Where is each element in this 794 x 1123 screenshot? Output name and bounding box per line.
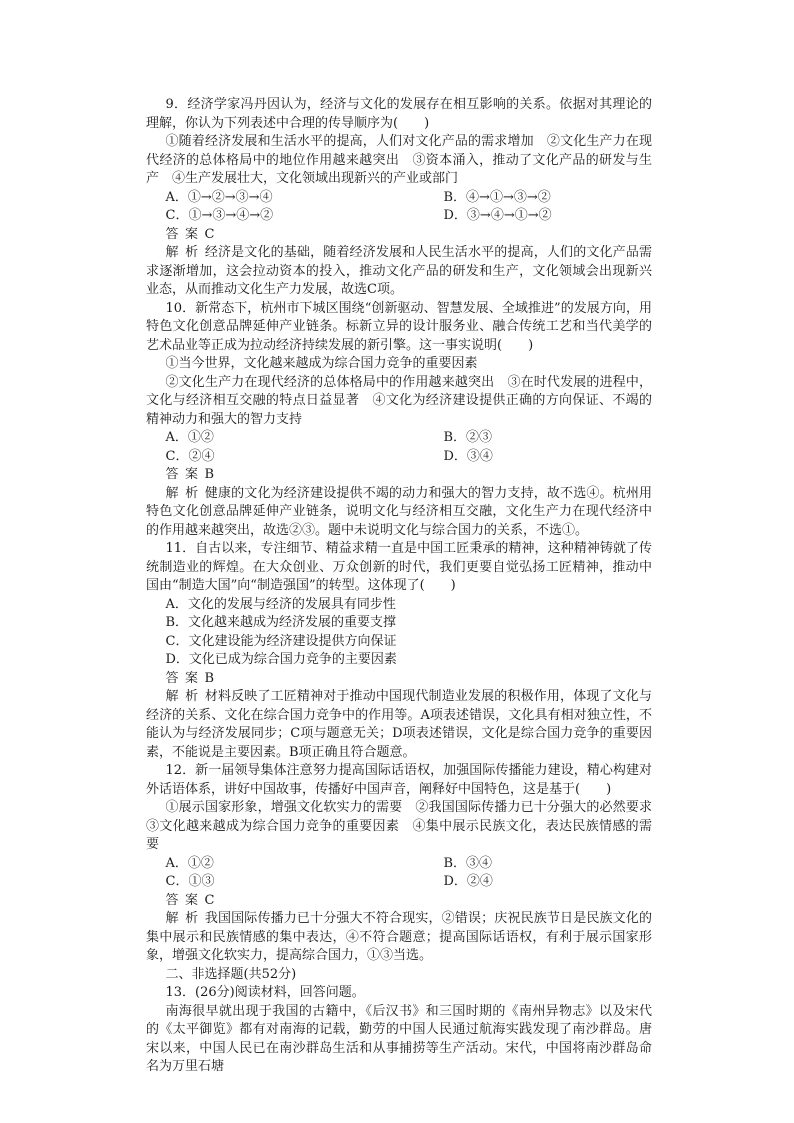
- q11-answer-value: B: [204, 670, 215, 686]
- q13-stem: 13．(26分)阅读材料，回答问题。: [165, 985, 365, 1000]
- q12-option-a: A．①②: [165, 855, 214, 871]
- q9-options-row2: [146, 207, 652, 226]
- q9-stem: 9．经济学家冯丹因认为，经济与文化的发展存在相互影响的关系。依据对其理论的理解，你认为下列表述中合理的传导顺序为( ): [146, 97, 652, 131]
- document-page: [146, 96, 666, 1077]
- q11-stem: 11．自古以来，专注细节、精益求精一直是中国工匠秉承的精神，这种精神铸就了传统制造业的辉煌。在大众创业、万众创新的时代，我们更要自觉弘扬工匠精神，推动中国由“制造大国”向“制造强国”的转型。这体现了( ): [146, 541, 652, 593]
- q10-option-c: C．②④: [165, 448, 215, 464]
- q11-option-c: C．文化建设能为经济建设提供方向保证: [165, 633, 397, 649]
- q12-analysis-text: 我国国际传播力已十分强大不符合现实，②错误；庆祝民族节日是民族文化的集中展示和民族情感的集中表达，④不符合题意；提高国际话语权，有利于展示国家形象，增强文化软实力，提高综合国力，①③当选。: [146, 911, 652, 963]
- q10-statement-2: ②文化生产力在现代经济的总体格局中的作用越来越突出 ③在时代发展的进程中，文化与经济相互交融的特点日益显著 ④文化为经济建设提供正确的方向保证、不竭的精神动力和强大的智力支持: [146, 374, 652, 427]
- q12-analysis: [146, 910, 652, 966]
- q11-analysis-text: 材料反映了工匠精神对于推动中国现代制造业发展的积极作用，体现了文化与经济的关系、文化在综合国力竞争中的作用等。A项表述错误，文化具有相对独立性，不能认为与经济发展同步；C项与题意无关；D项表述错误，文化是综合国力竞争的重要因素，不能说是主要因素。B项正确且符合题意。: [146, 689, 652, 760]
- q12-option-b: B．③④: [443, 855, 493, 871]
- q10-analysis-label: 解析: [165, 485, 205, 501]
- q9-option-b: B．④→①→③→②: [443, 189, 551, 205]
- q9-statements: ①随着经济发展和生活水平的提高，人们对文化产品的需求增加 ②文化生产力在现代经济的总体格局中的地位作用越来越突出 ③资本涌入，推动了文化产品的研发与生产 ④生产发展壮大，文化领域出现新兴的产业或部门: [146, 134, 652, 186]
- q12-answer: [146, 892, 652, 911]
- q12-analysis-label: 解析: [165, 911, 205, 926]
- q10-answer: [146, 466, 652, 485]
- q11-analysis: [146, 688, 652, 762]
- q10-option-d: D．③④: [443, 448, 493, 464]
- q11-option-a: A．文化的发展与经济的发展具有同步性: [165, 596, 396, 612]
- section-title: 二、非选择题(共52分): [165, 966, 297, 982]
- q12-statements: ①展示国家形象，增强文化软实力的需要 ②我国国际传播力已十分强大的必然要求 ③文化越来越成为综合国力竞争的重要因素 ④集中展示民族文化，表达民族情感的需要: [146, 800, 666, 852]
- q9-answer-value: C: [204, 226, 215, 242]
- q9-analysis-text: 经济是文化的基础，随着经济发展和人民生活水平的提高，人们的文化产品需求逐渐增加，这会拉动资本的投入，推动文化产品的研发和生产，文化领域会出现新兴业态，从而推动文化生产力发展，故选C项。: [146, 245, 652, 297]
- q10-option-b: B．②③: [443, 430, 493, 445]
- q9-options-row1: [146, 189, 652, 208]
- q10-options-row1: [146, 429, 652, 448]
- q10-statement-1: ①当今世界，文化越来越成为综合国力竞争的重要因素: [165, 356, 478, 371]
- q12-options-row2: [146, 873, 652, 892]
- q11-option-d: D．文化已成为综合国力竞争的主要因素: [165, 652, 397, 667]
- q11-answer: [146, 670, 652, 689]
- q12-answer-label: 答案: [165, 892, 205, 908]
- q12-options-row1: [146, 855, 652, 874]
- q13-material: 南海很早就出现于我国的古籍中，《后汉书》和三国时期的《南州异物志》以及宋代的《太平御览》都有对南海的记载，勤劳的中国人民通过航海实践发现了南沙群岛。唐宋以来，中国人民已在南沙群岛生活和从事捕捞等生产活动。宋代，中国将南沙群岛命名为万里石塘: [146, 1003, 652, 1074]
- q10-stem: 10．新常态下，杭州市下城区围绕“创新驱动、智慧发展、全域推进”的发展方向，用特色文化创意品牌延伸产业链条。标新立异的设计服务业、融合传统工艺和当代美学的艺术品业等正成为拉动经济持续发展的新引擎。这一事实说明( ): [146, 300, 652, 353]
- q10-answer-value: B: [204, 467, 215, 482]
- q9-option-c: C．①→③→④→②: [165, 208, 274, 223]
- q10-option-a: A．①②: [165, 430, 214, 445]
- q10-answer-label: 答案: [165, 467, 205, 482]
- q12-stem: 12．新一届领导集体注意努力提高国际话语权，加强国际传播能力建设，精心构建对外话语体系，讲好中国故事，传播好中国声音，阐释好中国特色，这是基于( ): [146, 763, 652, 797]
- q9-option-a: A．①→②→③→④: [165, 189, 273, 205]
- q9-option-d: D．③→④→①→②: [443, 208, 552, 223]
- q12-answer-value: C: [204, 892, 215, 908]
- q9-answer: [146, 226, 652, 245]
- q11-analysis-label: 解析: [165, 689, 205, 704]
- q9-analysis: [146, 244, 652, 300]
- q10-analysis-text: 健康的文化为经济建设提供不竭的动力和强大的智力支持，故不选④。杭州用特色文化创意品牌延伸产业链条，说明文化与经济相互交融，文化生产力在现代经济中的作用越来越突出，故选②③。题中未说明文化与综合国力的关系，不选①。: [146, 485, 652, 538]
- q9-analysis-label: 解析: [165, 245, 205, 260]
- q12-option-d: D．②④: [443, 874, 493, 889]
- q12-option-c: C．①③: [165, 874, 215, 889]
- q10-options-row2: [146, 448, 652, 467]
- q9-answer-label: 答案: [165, 226, 205, 242]
- q10-analysis: [146, 485, 652, 541]
- q11-answer-label: 答案: [165, 670, 205, 686]
- q11-option-b: B．文化越来越成为经济发展的重要支撑: [165, 615, 397, 630]
